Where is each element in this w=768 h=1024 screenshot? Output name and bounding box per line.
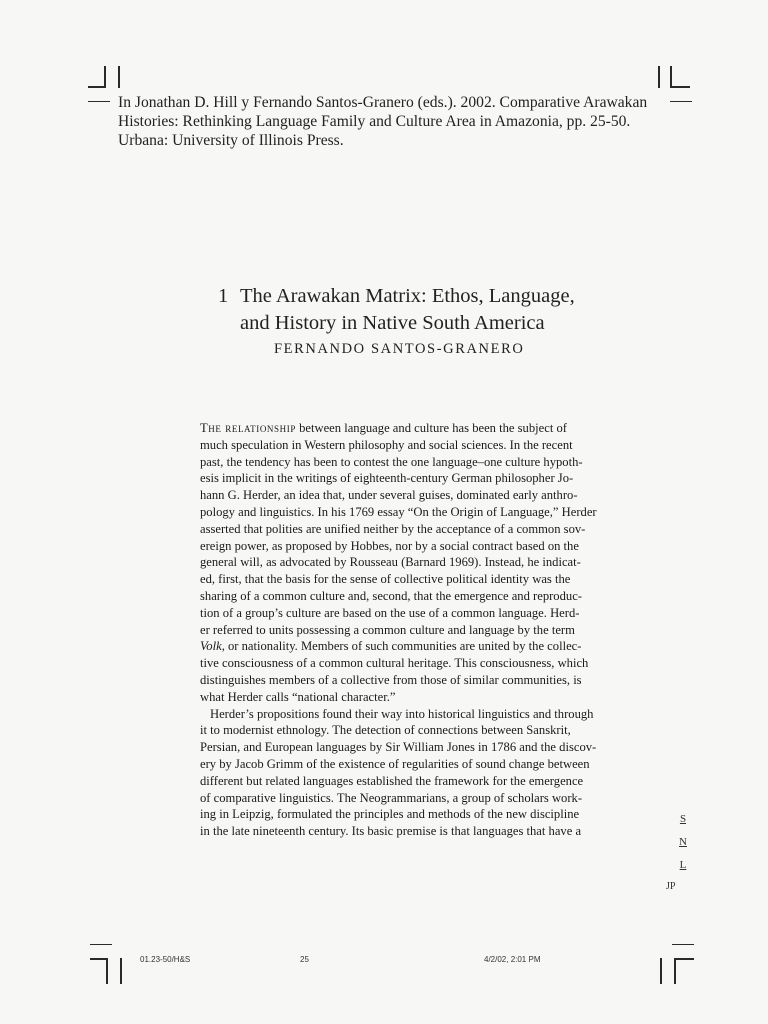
footer-page-number: 25 [300,955,309,964]
text-line: pology and linguistics. In his 1769 essay “On the Origin of Language,” Herder [200,504,597,519]
crop-mark-top-left-horizontal [88,86,106,88]
text-line: what Herder calls “national character.” [200,689,396,704]
crop-mark-bottom-right-dash [672,944,694,945]
citation-block [118,93,678,150]
text-line [200,420,588,437]
text-line: Herder’s propositions found their way into historical linguistics and through [210,706,594,721]
crop-mark-bottom-right-horizontal [674,958,694,960]
italic-term: Volk [200,639,222,654]
crop-mark-top-left-dash [88,101,110,102]
text-line: ereign power, as proposed by Hobbes, nor by a social contract based on the [200,538,579,553]
margin-jp: JP [666,881,676,892]
text-line: asserted that polities are unified neither by the acceptance of a common sov- [200,521,586,536]
text-line: in the late nineteenth century. Its basic premise is that languages that have a [200,824,582,839]
text-line: much speculation in Western philosophy and social sciences. In the recent [200,437,573,452]
text-line [200,638,588,655]
body-text [200,420,597,840]
text-line: ed, first, that the basis for the sense of collective political identity was the [200,572,571,587]
chapter-title-line: and History in Native South America [240,312,545,334]
crop-mark-bottom-right-second [674,958,676,984]
crop-mark-bottom-left-vertical [106,958,108,984]
chapter-number: 1 [218,285,229,307]
text-line: sharing of a common culture and, second, that the emergence and reproduc- [200,588,582,603]
text-line: hann G. Herder, an idea that, under several guises, dominated early anthro- [200,488,578,503]
text-line: tion of a group’s culture are based on the use of a common language. Herd- [200,605,580,620]
crop-mark-top-left-vertical [104,66,106,88]
text-line: distinguishes members of a collective from those of similar communities, is [200,672,582,687]
text-line: it to modernist ethnology. The detection of connections between Sanskrit, [200,723,571,738]
text-line: esis implicit in the writings of eighteenth-century German philosopher Jo- [200,471,574,486]
crop-mark-bottom-right-vertical [660,958,662,984]
chapter-author: FERNANDO SANTOS-GRANERO [274,341,525,357]
footer-timestamp: 4/2/02, 2:01 PM [484,955,541,964]
footer-job-code: 01.23-50/H&S [140,955,191,964]
text-line: ing in Leipzig, formulated the principles and methods of the new discipline [200,807,580,822]
margin-letter: L [679,859,687,871]
margin-letter: S [679,813,687,825]
margin-sigla [673,808,693,877]
text-span: between language and culture has been the subject of [295,421,567,435]
text-line: er referred to units possessing a common culture and language by the term [200,622,575,637]
lead-in-smallcaps: The relationship [200,421,296,435]
citation-line: Urbana: University of Illinois Press. [118,132,344,149]
text-line: of comparative linguistics. The Neogrammarians, a group of scholars work- [200,790,583,805]
citation-line: Histories: Rethinking Language Family and Culture Area in Amazonia, pp. 25-50. [118,113,631,130]
text-line: general will, as advocated by Rousseau (Barnard 1969). Instead, he indicat- [200,555,581,570]
crop-mark-top-right-horizontal [670,86,690,88]
margin-letter: N [679,836,687,848]
text-line: different but related languages established the framework for the emergence [200,773,584,788]
text-line: past, the tendency has been to contest the one language–one culture hypoth- [200,454,583,469]
crop-mark-bottom-left-dash [90,944,112,945]
citation-line: In Jonathan D. Hill y Fernando Santos-Granero (eds.). 2002. Comparative Arawakan [118,94,648,111]
text-span: , or nationality. Members of such communities are united by the collec- [221,639,582,654]
chapter-title-line: The Arawakan Matrix: Ethos, Language, [240,285,575,307]
crop-mark-top-right-vertical [658,66,660,88]
text-line: Persian, and European languages by Sir William Jones in 1786 and the discov- [200,740,597,755]
text-line: ery by Jacob Grimm of the existence of regularities of sound change between [200,756,590,771]
crop-mark-top-left-second [118,66,120,88]
crop-mark-top-right-second [670,66,672,88]
crop-mark-bottom-left-second [120,958,122,984]
text-line: tive consciousness of a common cultural heritage. This consciousness, which [200,656,589,671]
